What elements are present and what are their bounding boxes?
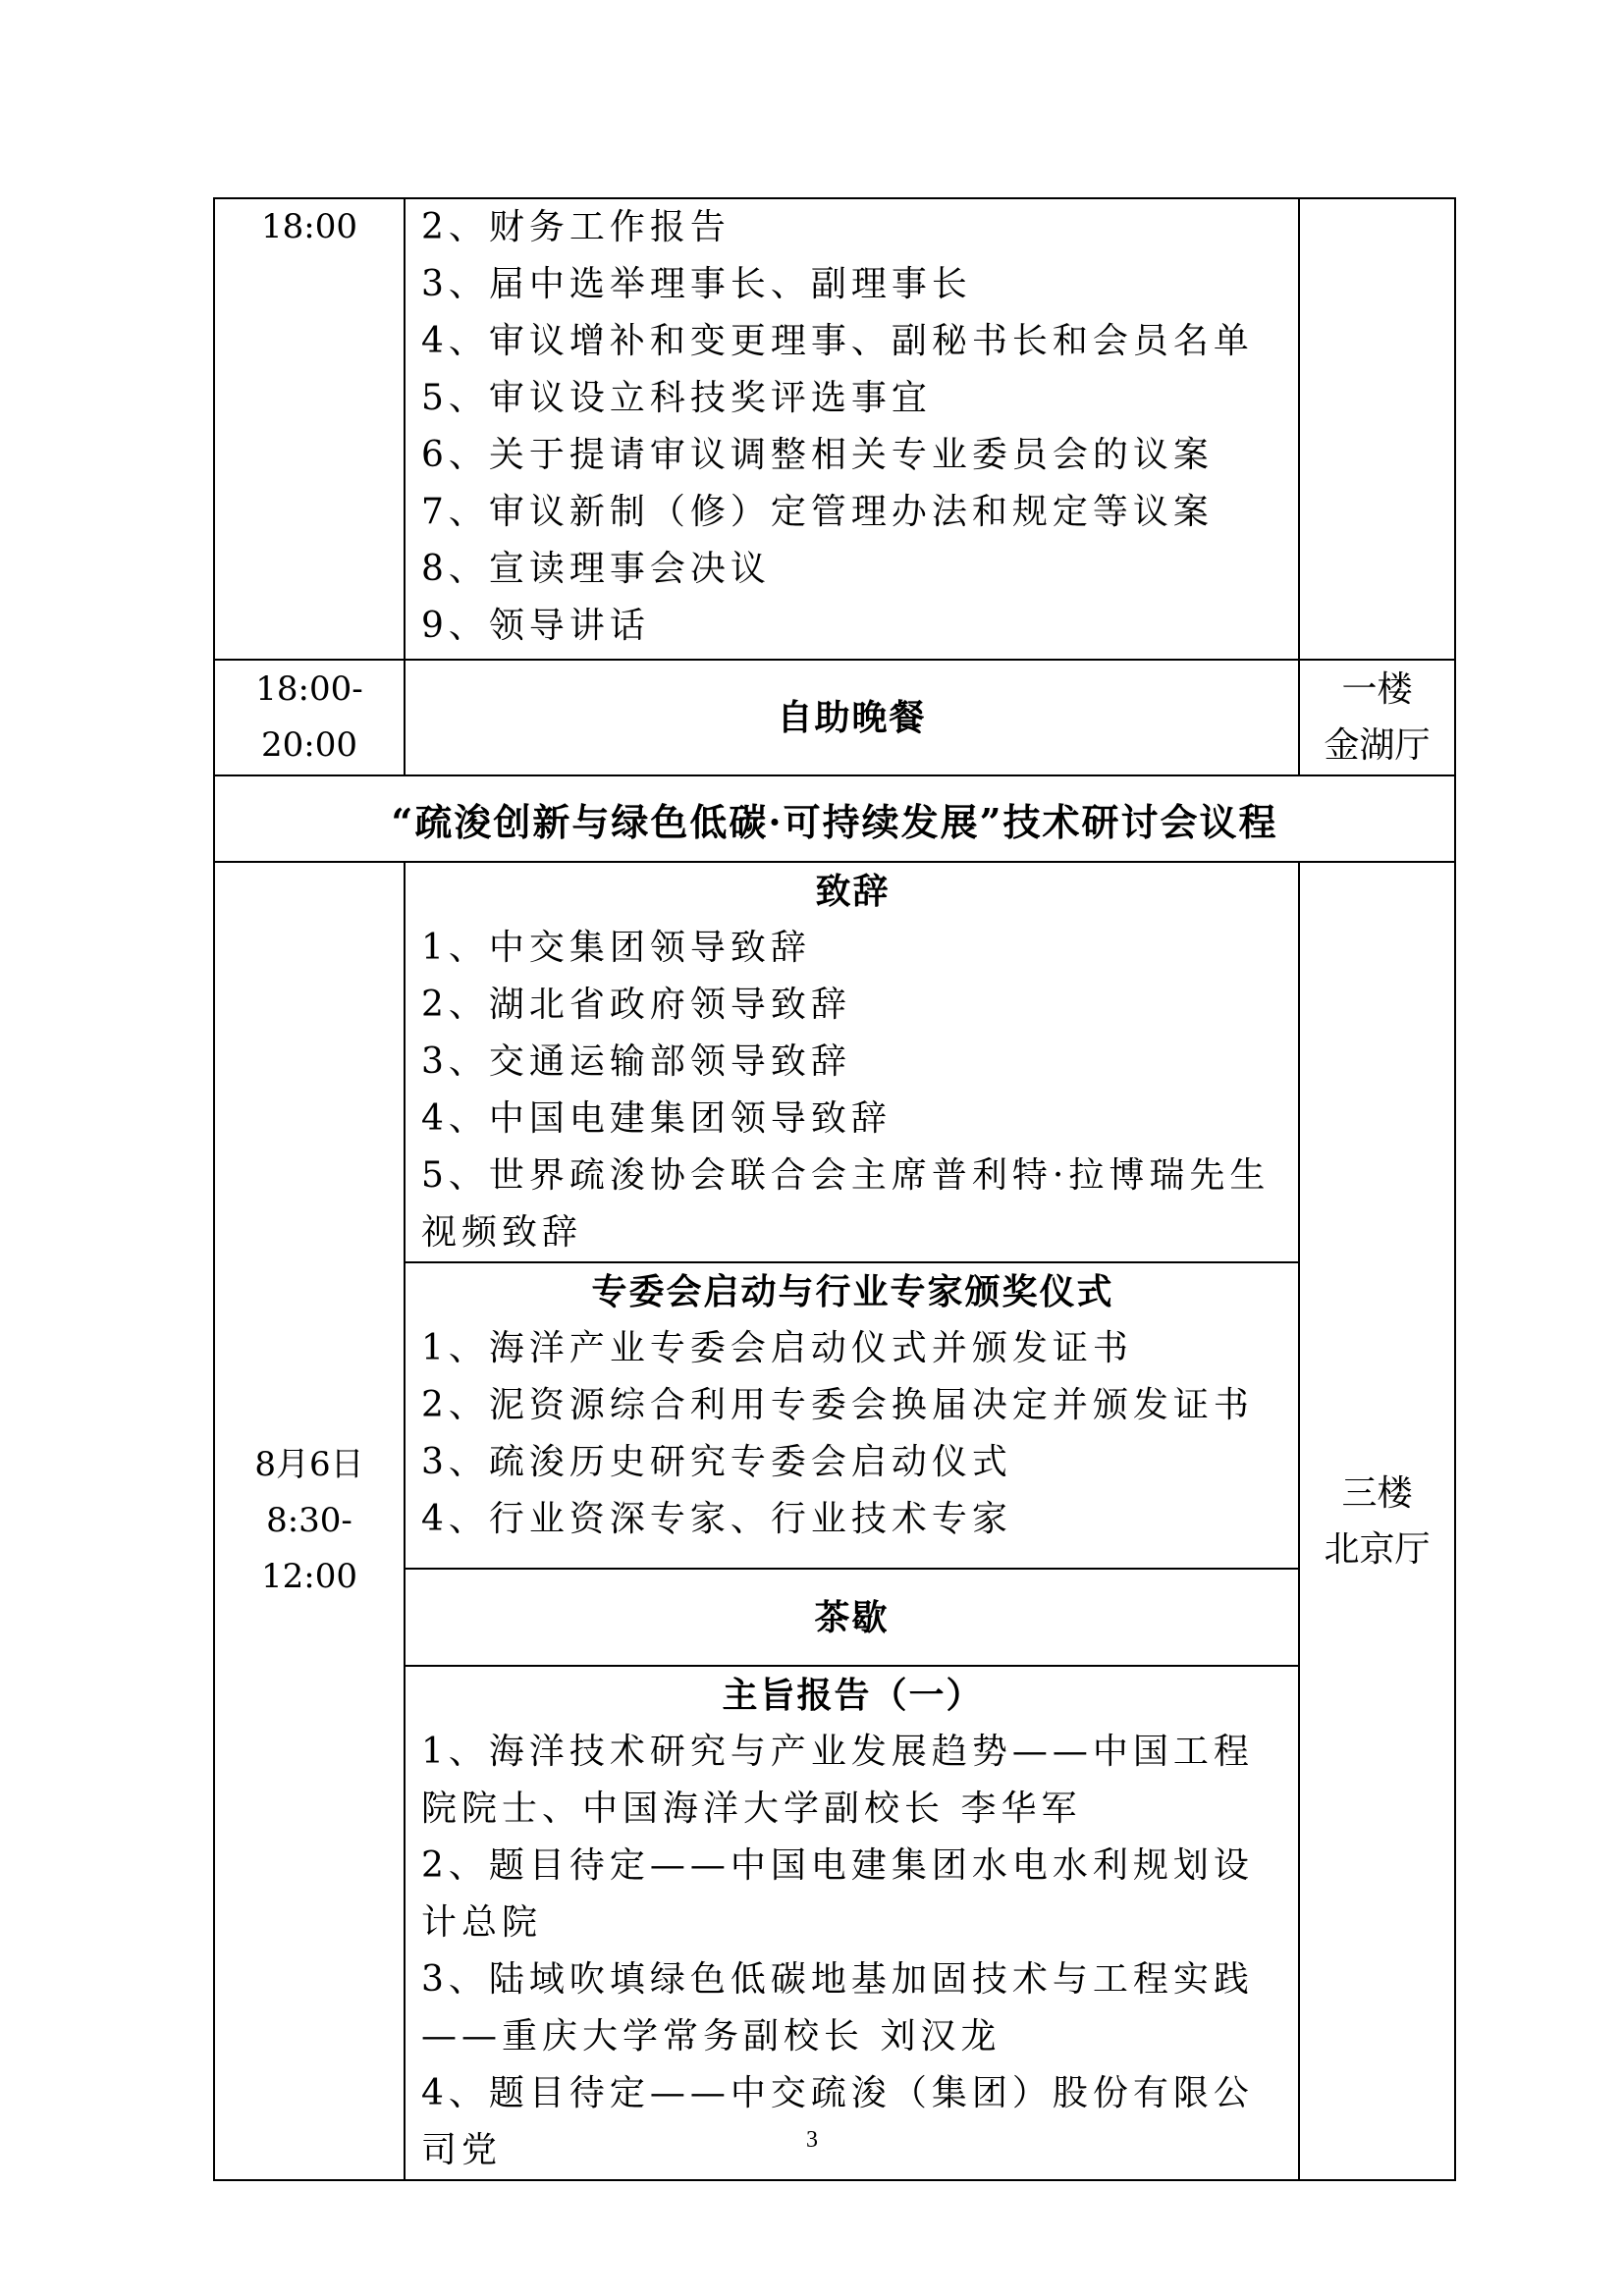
time-start: 18:00- (255, 669, 363, 709)
agenda-item: 2、财务工作报告 (421, 207, 731, 247)
agenda-row-dinner (214, 660, 1455, 775)
time-cell (214, 862, 405, 2180)
agenda-item: 6、关于提请审议调整相关专业委员会的议案 (421, 435, 1214, 475)
agenda-item: 2、泥资源综合利用专委会换届决定并颁发证书 (421, 1385, 1254, 1425)
agenda-item: 4、题目待定——中交疏浚（集团）股份有限公司党 (421, 2073, 1254, 2170)
time-end: 20:00 (261, 725, 357, 765)
date-text: 8月6日 (254, 1445, 364, 1484)
agenda-item: 1、海洋产业专委会启动仪式并颁发证书 (421, 1328, 1133, 1368)
agenda-item: 4、中国电建集团领导致辞 (421, 1098, 892, 1139)
keynote-cell (405, 1666, 1299, 2180)
time-text: 18:00 (261, 207, 357, 246)
speeches-title: 致辞 (815, 871, 891, 912)
agenda-item: 5、审议设立科技奖评选事宜 (421, 378, 932, 418)
time-start: 8:30- (266, 1501, 352, 1540)
agenda-item: 3、疏浚历史研究专委会启动仪式 (421, 1442, 1012, 1482)
agenda-item: 1、海洋技术研究与产业发展趋势——中国工程院院士、中国海洋大学副校长 李华军 (421, 1732, 1254, 1829)
time-cell (214, 660, 405, 775)
time-cell (214, 198, 405, 660)
location-hall: 北京厅 (1324, 1528, 1431, 1570)
time-end: 12:00 (261, 1557, 357, 1596)
keynote-title: 主旨报告（一） (722, 1675, 984, 1716)
location-cell (1299, 660, 1455, 775)
agenda-item: 4、审议增补和变更理事、副秘书长和会员名单 (421, 321, 1254, 361)
section-heading-row (214, 775, 1455, 862)
agenda-item: 4、行业资深专家、行业技术专家 (421, 1499, 1012, 1539)
agenda-item: 2、湖北省政府领导致辞 (421, 985, 851, 1025)
agenda-row-speeches (214, 862, 1455, 1262)
page-number: 3 (806, 2127, 818, 2153)
agenda-item: 8、宣读理事会决议 (421, 549, 771, 589)
location-floor: 一楼 (1341, 669, 1413, 710)
symposium-title: “疏浚创新与绿色低碳·可持续发展”技术研讨会议程 (214, 775, 1455, 862)
agenda-item: 1、中交集团领导致辞 (421, 928, 811, 968)
dinner-title: 自助晚餐 (405, 660, 1299, 775)
break-title: 茶歇 (405, 1569, 1299, 1666)
speeches-cell (405, 862, 1299, 1262)
location-floor: 三楼 (1341, 1472, 1413, 1514)
agenda-item: 7、审议新制（修）定管理办法和规定等议案 (421, 492, 1214, 532)
location-cell (1299, 198, 1455, 660)
agenda-item: 3、交通运输部领导致辞 (421, 1041, 851, 1082)
ceremony-title: 专委会启动与行业专家颁奖仪式 (591, 1271, 1114, 1312)
agenda-item: 9、领导讲话 (421, 606, 650, 646)
location-cell (1299, 862, 1455, 2180)
ceremony-cell (405, 1262, 1299, 1569)
location-hall: 金湖厅 (1324, 725, 1431, 766)
agenda-items-cell (405, 198, 1299, 660)
agenda-row-council (214, 198, 1455, 660)
agenda-item: 5、世界疏浚协会联合会主席普利特·拉博瑞先生视频致辞 (421, 1155, 1271, 1253)
agenda-table (213, 197, 1456, 2181)
agenda-item: 2、题目待定——中国电建集团水电水利规划设计总院 (421, 1845, 1254, 1943)
agenda-item: 3、陆域吹填绿色低碳地基加固技术与工程实践——重庆大学常务副校长 刘汉龙 (421, 1959, 1254, 2056)
agenda-item: 3、届中选举理事长、副理事长 (421, 264, 972, 304)
